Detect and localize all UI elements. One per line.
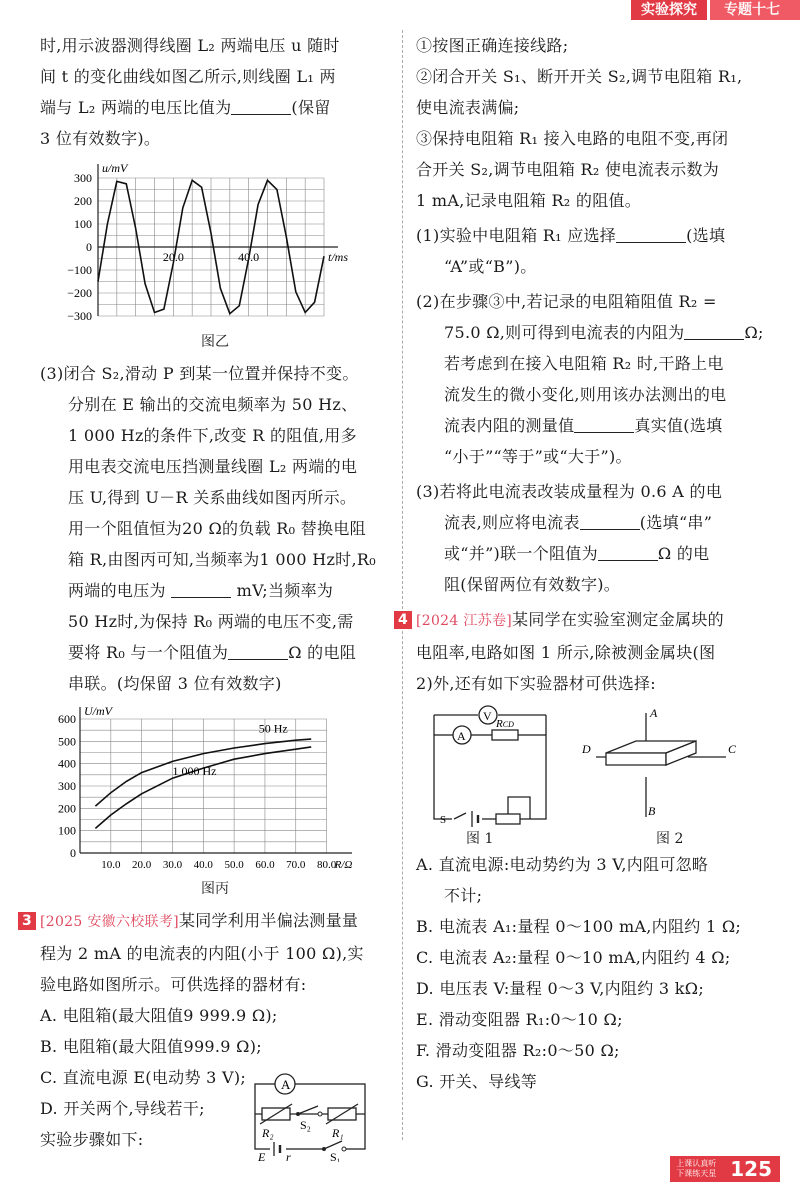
q3-line: 压 U,得到 U－R 关系曲线如图丙所示。 <box>68 488 357 507</box>
svg-text:A: A <box>457 729 466 743</box>
svg-text:S₁: S₁ <box>330 1150 341 1162</box>
question-source: [2025 安徽六校联考] <box>40 914 179 930</box>
material-f: F. 滑动变阻器 R₂:0～50 Ω; <box>416 1041 620 1060</box>
y-tick-label: 300 <box>58 779 76 793</box>
question-number: 4 <box>394 611 412 629</box>
intro-line: 端与 L₂ 两端的电压比值为 (保留 <box>40 98 331 117</box>
step-line: 1 mA,记录电阻箱 R₂ 的阻值。 <box>416 191 642 210</box>
x-tick-label: 40.0 <box>238 250 260 264</box>
svg-text:B: B <box>648 804 656 818</box>
chart-bing <box>40 705 360 877</box>
y-tick-label: 600 <box>58 712 76 726</box>
sub-q3: 流表,则应将电流表 (选填“串” <box>444 513 713 532</box>
question-number: 3 <box>18 912 36 930</box>
sub-q1: “A”或“B”)。 <box>444 257 537 276</box>
series-label: 1 000 Hz <box>172 763 217 778</box>
intro-line: 时,用示波器测得线圈 L₂ 两端电压 u 随时 <box>40 36 340 55</box>
rheostat-symbol <box>496 797 530 824</box>
figure1-circuit <box>426 705 566 830</box>
step-line: ①按图正确连接线路; <box>416 36 569 55</box>
material-e: E. 滑动变阻器 R₁:0～10 Ω; <box>416 1010 623 1029</box>
x-tick-label: 40.0 <box>193 859 213 871</box>
q3-line: 串联。(均保留 3 位有效数字) <box>68 674 282 693</box>
y-axis-label: u/mV <box>102 161 128 175</box>
y-tick-label: −100 <box>67 263 92 277</box>
q3-body: 程为 2 mA 的电流表的内阻(小于 100 Ω),实 <box>40 944 364 963</box>
y-tick-label: 400 <box>58 756 76 771</box>
svg-text:R₁: R₁ <box>332 1126 344 1140</box>
y-tick-label: 300 <box>74 171 92 185</box>
y-axis-label: U/mV <box>84 705 112 718</box>
q4-header: 4 [2024 江苏卷]某同学在实验室测定金属块的 <box>394 604 776 637</box>
svg-text:r: r <box>286 1150 291 1162</box>
x-tick-label: 10.0 <box>101 859 121 871</box>
chart-yi <box>40 160 360 330</box>
q3-line: 两端的电压为 mV;当频率为 <box>68 581 334 600</box>
step-line: ③保持电阻箱 R₁ 接入电路的电阻不变,再闭 <box>416 129 729 148</box>
x-axis-label: R/Ω <box>334 859 353 871</box>
option-a: A. 电阻箱(最大阻值9 999.9 Ω); <box>40 1006 278 1025</box>
q4-body: 电阻率,电路如图 1 所示,除被测金属块(图 <box>416 643 716 662</box>
svg-text:A: A <box>281 1077 291 1092</box>
left-column <box>21 30 390 1162</box>
svg-text:S: S <box>440 814 447 826</box>
material-a: 不计; <box>444 886 483 905</box>
x-tick-label: 50.0 <box>224 859 244 871</box>
x-tick-label: 30.0 <box>162 859 183 871</box>
sub-q2: 流发生的微小变化,则用该办法测出的电 <box>444 385 727 404</box>
halfbias-circuit-diagram <box>240 1062 390 1162</box>
answer-blank[interactable] <box>231 98 291 115</box>
y-tick-label: 200 <box>58 801 76 816</box>
y-tick-label: 100 <box>58 823 76 838</box>
material-b: B. 电流表 A₁:量程 0～100 mA,内阻约 1 Ω; <box>416 917 742 936</box>
voltmeter-symbol <box>479 706 497 724</box>
resistor-box-r1 <box>326 1104 358 1140</box>
steps-label: 实验步骤如下: <box>40 1130 144 1149</box>
x-tick-label: 60.0 <box>255 859 275 871</box>
answer-blank[interactable] <box>616 226 686 243</box>
sub-q2: “小于”“等于”或“大于”)。 <box>444 447 632 466</box>
figure-caption: 图乙 <box>201 334 229 350</box>
options-with-circuit <box>40 1062 390 1162</box>
section-label: 实验探究 <box>631 0 707 20</box>
y-tick-label: −200 <box>67 286 92 300</box>
sub-q2: 若考虑到在接入电阻箱 R₂ 时,干路上电 <box>444 354 724 373</box>
sub-q3: 或“并”)联一个阻值为 Ω 的电 <box>444 544 710 563</box>
svg-text:RCD: RCD <box>496 718 514 730</box>
material-c: C. 电流表 A₂:量程 0～10 mA,内阻约 4 Ω; <box>416 948 731 967</box>
series-label: 50 Hz <box>258 721 288 736</box>
option-d: D. 开关两个,导线若干; <box>40 1099 205 1118</box>
step-line: 合开关 S₂,调节电阻箱 R₂ 使电流表示数为 <box>416 160 720 179</box>
ammeter-symbol <box>275 1074 295 1094</box>
q3-line: 50 Hz时,为保持 R₀ 两端的电压不变,需 <box>68 612 354 631</box>
q4-body: 2)外,还有如下实验器材可供选择: <box>416 674 656 693</box>
q3-line: 箱 R,由图丙可知,当频率为1 000 Hz时,R₀ <box>68 550 376 569</box>
answer-blank[interactable] <box>580 513 640 530</box>
page-footer <box>670 1156 780 1182</box>
svg-text:S₂: S₂ <box>300 1118 311 1132</box>
option-c: C. 直流电源 E(电动势 3 V); <box>40 1068 247 1087</box>
y-tick-label: 0 <box>70 846 76 860</box>
q3-line: 分别在 E 输出的交流电频率为 50 Hz、 <box>68 395 358 414</box>
q3-line: 用电表交流电压挡测量线圈 L₂ 两端的电 <box>68 457 358 476</box>
q3-line: 要将 R₀ 与一个阻值为 Ω 的电阻 <box>68 643 357 662</box>
q3-line: 1 000 Hz的条件下,改变 R 的阻值,用多 <box>68 426 357 445</box>
material-a: A. 直流电源:电动势约为 3 V,内阻可忽略 <box>416 855 709 874</box>
figure-caption: 图丙 <box>201 881 229 897</box>
x-tick-label: 80.0 <box>316 859 337 871</box>
svg-text:A: A <box>650 706 658 720</box>
sub-q2: 流表内阻的测量值 真实值(选填 <box>444 416 723 435</box>
figure-caption: 图 1 <box>466 831 494 847</box>
q3-line: (3)闭合 S₂,滑动 P 到某一位置并保持不变。 <box>40 364 359 383</box>
topic-label: 专题十七 <box>707 0 800 20</box>
intro-line: 3 位有效数字)。 <box>40 129 161 148</box>
material-d: D. 电压表 V:量程 0～3 V,内阻约 3 kΩ; <box>416 979 705 998</box>
page-header <box>631 0 800 20</box>
y-tick-label: 500 <box>58 734 76 749</box>
x-tick-label: 20.0 <box>132 859 152 871</box>
svg-text:E: E <box>258 1150 266 1162</box>
ammeter-symbol <box>453 726 471 744</box>
material-g: G. 开关、导线等 <box>416 1072 538 1091</box>
x-tick-label: 20.0 <box>162 250 184 264</box>
q4-figures <box>416 699 776 849</box>
svg-text:C: C <box>728 742 737 756</box>
svg-text:R₂: R₂ <box>262 1126 274 1140</box>
sub-q3: (3)若将此电流表改装成量程为 0.6 A 的电 <box>416 482 723 501</box>
switch-s2 <box>296 1106 322 1132</box>
column-divider <box>402 30 403 1140</box>
resistor-box-r2 <box>260 1104 292 1140</box>
y-tick-label: 200 <box>74 194 92 208</box>
sub-q2: 75.0 Ω,则可得到电流表的内阻为 Ω; <box>444 323 764 342</box>
x-axis-label: t/ms <box>328 250 349 264</box>
step-line: ②闭合开关 S₁、断开开关 S₂,调节电阻箱 R₁, <box>416 67 743 86</box>
svg-text:D: D <box>582 742 591 756</box>
sub-q2: (2)在步骤③中,若记录的电阻箱阻值 R₂ = <box>416 292 717 311</box>
q3-body: 验电路如图所示。可供选择的器材有: <box>40 975 307 994</box>
answer-blank[interactable] <box>228 643 288 660</box>
answer-blank[interactable] <box>171 581 231 598</box>
svg-text:V: V <box>483 709 492 723</box>
figure2-metal-block <box>576 705 776 830</box>
battery-e <box>257 1142 291 1162</box>
option-b: B. 电阻箱(最大阻值999.9 Ω); <box>40 1037 262 1056</box>
answer-blank[interactable] <box>598 544 658 561</box>
figure-caption: 图 2 <box>656 831 684 847</box>
answer-blank[interactable] <box>684 323 744 340</box>
y-tick-label: 0 <box>86 240 92 254</box>
step-line: 使电流表满偏; <box>416 98 520 117</box>
resistor-rcd <box>492 718 518 740</box>
y-tick-label: −300 <box>67 309 92 323</box>
answer-blank[interactable] <box>574 416 634 433</box>
switch-s1 <box>322 1141 346 1162</box>
footer-slogan: 上课认真听 下课练天星 <box>670 1156 722 1182</box>
right-column <box>397 30 776 1097</box>
sub-q1: (1)实验中电阻箱 R₁ 应选择 (选填 <box>416 226 726 245</box>
sub-q3: 阻(保留两位有效数字)。 <box>444 575 621 594</box>
page-number: 125 <box>722 1156 780 1182</box>
question-source: [2024 江苏卷] <box>416 613 513 629</box>
q3-line: 用一个阻值恒为20 Ω的负载 R₀ 替换电阻 <box>68 519 366 538</box>
x-tick-label: 70.0 <box>286 859 306 871</box>
q3-header: 3 [2025 安徽六校联考]某同学利用半偏法测量量 <box>18 905 390 938</box>
intro-line: 间 t 的变化曲线如图乙所示,则线圈 L₁ 两 <box>40 67 336 86</box>
y-tick-label: 100 <box>74 217 92 231</box>
